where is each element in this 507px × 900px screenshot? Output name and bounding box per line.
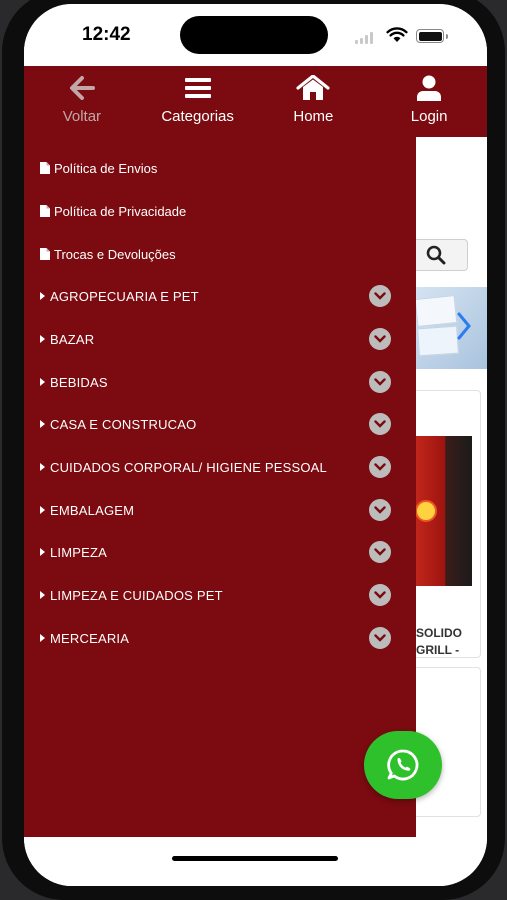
whatsapp-button[interactable] [364, 731, 442, 799]
chevron-down-icon[interactable] [369, 413, 391, 435]
back-label: Voltar [62, 108, 102, 125]
category-label: AGROPECUARIA E PET [50, 288, 199, 304]
category-agropecuaria-e-pet[interactable] [24, 281, 416, 311]
category-casa-e-construcao[interactable] [24, 409, 416, 439]
wifi-icon [386, 27, 408, 43]
side-drawer-menu [24, 137, 416, 837]
category-bazar[interactable] [24, 324, 416, 354]
home-indicator[interactable] [172, 856, 338, 861]
user-icon [415, 75, 443, 101]
drawer-page-label: Política de Envios [54, 160, 158, 176]
category-label: CUIDADOS CORPORAL/ HIGIENE PESSOAL [50, 459, 327, 475]
chevron-down-icon[interactable] [369, 584, 391, 606]
category-label: EMBALAGEM [50, 502, 135, 518]
product-name: SOLIDO GRILL - [416, 626, 463, 657]
caret-right-icon [40, 420, 45, 428]
status-time: 12:42 [82, 24, 131, 45]
categories-button[interactable] [140, 66, 256, 137]
category-bebidas[interactable] [24, 367, 416, 397]
category-mercearia[interactable] [24, 623, 416, 653]
chevron-down-icon[interactable] [369, 456, 391, 478]
caret-right-icon [40, 506, 45, 514]
back-button[interactable] [24, 66, 140, 137]
product-image [412, 436, 472, 586]
caret-right-icon [40, 634, 45, 642]
chevron-down-icon[interactable] [369, 371, 391, 393]
categories-label: Categorias [161, 108, 234, 125]
document-icon [40, 248, 50, 260]
drawer-page-label: Política de Privacidade [54, 203, 187, 219]
chevron-down-icon[interactable] [369, 285, 391, 307]
chevron-down-icon[interactable] [369, 499, 391, 521]
banner-next-arrow-icon[interactable] [456, 311, 472, 341]
category-label: BEBIDAS [50, 374, 108, 390]
top-navigation [24, 66, 487, 137]
drawer-page-link-privacidade[interactable] [24, 196, 416, 226]
phone-frame [2, 0, 505, 900]
caret-right-icon [40, 378, 45, 386]
caret-right-icon [40, 591, 45, 599]
product-card[interactable] [409, 390, 481, 658]
caret-right-icon [40, 548, 45, 556]
drawer-page-label: Trocas e Devoluções [54, 246, 176, 262]
search-icon [426, 245, 446, 265]
category-embalagem[interactable] [24, 495, 416, 525]
whatsapp-icon [386, 748, 420, 782]
caret-right-icon [40, 335, 45, 343]
chevron-down-icon[interactable] [369, 541, 391, 563]
category-limpeza-e-cuidados-pet[interactable] [24, 580, 416, 610]
chevron-down-icon[interactable] [369, 627, 391, 649]
promo-banner[interactable] [412, 287, 487, 369]
category-label: LIMPEZA [50, 544, 108, 560]
category-limpeza[interactable] [24, 537, 416, 567]
category-label: CASA E CONSTRUCAO [50, 416, 197, 432]
dynamic-island [180, 16, 328, 54]
home-icon [296, 75, 330, 101]
drawer-page-link-trocas[interactable] [24, 239, 416, 269]
caret-right-icon [40, 463, 45, 471]
status-bar [24, 4, 487, 66]
login-label: Login [410, 108, 448, 125]
home-label: Home [293, 108, 334, 125]
category-label: LIMPEZA E CUIDADOS PET [50, 587, 223, 603]
home-button[interactable] [256, 66, 372, 137]
screen [24, 4, 487, 886]
cellular-signal-icon [355, 32, 377, 44]
bottom-area [24, 837, 487, 886]
document-icon [40, 205, 50, 217]
chevron-down-icon[interactable] [369, 328, 391, 350]
category-cuidados-corporal-higiene-pessoal[interactable] [24, 452, 416, 482]
category-label: BAZAR [50, 331, 95, 347]
login-button[interactable] [371, 66, 487, 137]
arrow-left-icon [68, 75, 96, 101]
menu-icon [184, 75, 212, 101]
drawer-page-link-envios[interactable] [24, 153, 416, 183]
caret-right-icon [40, 292, 45, 300]
category-label: MERCEARIA [50, 630, 130, 646]
battery-icon [416, 29, 444, 43]
document-icon [40, 162, 50, 174]
